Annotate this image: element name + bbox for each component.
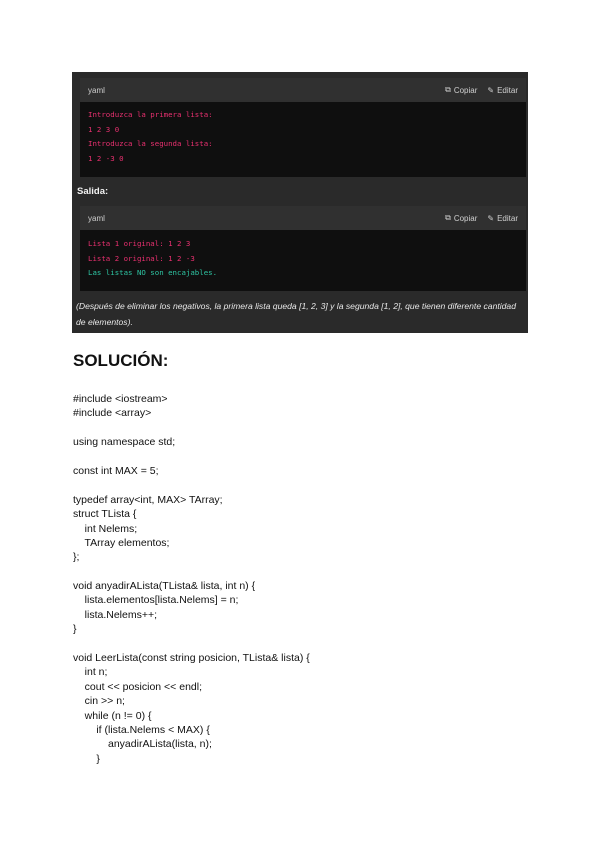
solution-heading: SOLUCIÓN: bbox=[73, 351, 169, 370]
explanation-note: (Después de eliminar los negativos, la primera lista queda [1, 2, 3] y la segunda [1, 2], que tienen diferente cantidad de elementos). bbox=[76, 301, 516, 327]
code-line: anyadirALista(lista, n); bbox=[73, 738, 212, 751]
edit-icon: ✎ bbox=[487, 85, 495, 95]
output-code-block bbox=[80, 206, 526, 291]
edit-icon: ✎ bbox=[487, 213, 495, 223]
code-line: Las listas NO son encajables. bbox=[88, 268, 218, 277]
code-line: while (n != 0) { bbox=[73, 709, 152, 722]
code-line: }; bbox=[73, 551, 80, 564]
code-line: TArray elementos; bbox=[73, 536, 170, 549]
code-line: const int MAX = 5; bbox=[73, 464, 159, 477]
code-line bbox=[73, 478, 310, 492]
code-line bbox=[73, 421, 310, 435]
code-line: } bbox=[73, 623, 77, 636]
code-line: using namespace std; bbox=[73, 436, 176, 449]
code-line: int n; bbox=[73, 666, 108, 679]
input-code-block bbox=[80, 78, 526, 177]
code-line: int Nelems; bbox=[73, 522, 138, 535]
code-line: if (lista.Nelems < MAX) { bbox=[73, 723, 210, 736]
code-line: cout << posicion << endl; bbox=[73, 680, 203, 693]
code-line: Introduzca la primera lista: bbox=[88, 110, 213, 119]
code-line: lista.elementos[lista.Nelems] = n; bbox=[73, 594, 239, 607]
copy-icon: ⧉ bbox=[445, 85, 451, 94]
code-line: Lista 2 original: 1 2 -3 bbox=[88, 253, 195, 263]
copy-label: Copiar bbox=[453, 213, 478, 223]
output-section-label: Salida: bbox=[77, 186, 109, 197]
code-line: } bbox=[73, 752, 100, 765]
code-line: void anyadirALista(TLista& lista, int n) { bbox=[73, 580, 256, 593]
edit-button[interactable] bbox=[487, 86, 518, 95]
copy-label: Copiar bbox=[453, 85, 478, 95]
code-block-header bbox=[80, 206, 526, 230]
code-line: void LeerLista(const string posicion, TLista& lista) { bbox=[73, 652, 310, 665]
code-line bbox=[73, 565, 310, 579]
code-line: typedef array<int, MAX> TArray; bbox=[73, 493, 223, 506]
edit-button[interactable] bbox=[487, 214, 518, 223]
code-language-label: yaml bbox=[88, 85, 105, 95]
edit-label: Editar bbox=[497, 85, 518, 95]
code-line: #include <iostream> bbox=[73, 393, 168, 405]
code-line: lista.Nelems++; bbox=[73, 608, 158, 621]
copy-icon: ⧉ bbox=[445, 213, 451, 222]
code-line: 1 2 -3 0 bbox=[88, 153, 124, 163]
copy-button[interactable] bbox=[445, 213, 477, 223]
source-code bbox=[73, 392, 310, 766]
code-line: Lista 1 original: 1 2 3 bbox=[88, 239, 191, 248]
code-line: struct TLista { bbox=[73, 508, 137, 521]
copy-button[interactable] bbox=[445, 85, 477, 95]
code-language-label: yaml bbox=[88, 213, 105, 223]
code-line: Introduzca la segunda lista: bbox=[88, 139, 213, 148]
code-line: #include <array> bbox=[73, 407, 152, 420]
code-line bbox=[73, 450, 310, 464]
code-line: cin >> n; bbox=[73, 695, 125, 708]
edit-label: Editar bbox=[497, 213, 518, 223]
code-block-header bbox=[80, 78, 526, 102]
code-line bbox=[73, 637, 310, 651]
code-line: 1 2 3 0 bbox=[88, 124, 120, 134]
